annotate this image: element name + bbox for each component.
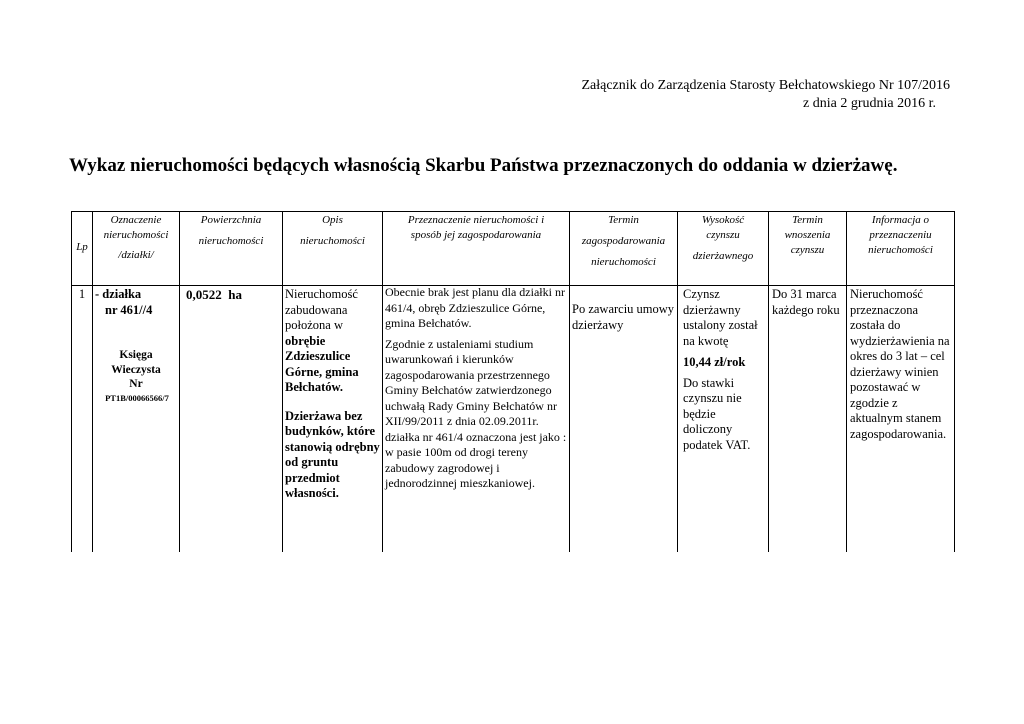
col-header-opis: Opis nieruchomości: [300, 214, 365, 247]
kw-number: PT1B/00066566/7: [105, 392, 169, 403]
row-termin-zagospodarowania: Po zawarciu umowy dzierżawy: [572, 302, 675, 332]
table-top-border: [71, 211, 955, 212]
column-divider: [954, 211, 955, 552]
row-powierzchnia: 0,0522 ha: [186, 287, 242, 302]
column-divider: [846, 211, 847, 552]
header-attachment-line: Załącznik do Zarządzenia Starosty Bełchatowskiego Nr 107/2016: [581, 78, 950, 93]
col-header-termin-wnoszenia: Termin wnoszenia czynszu: [784, 214, 831, 256]
column-divider: [71, 211, 72, 552]
row-informacja: Nieruchomość przeznaczona została do wydzierżawienia na okres do 3 lat – cel dzierżawy winien pozostawać w zgodzie z aktualnym stanem zagospodarowania.: [850, 287, 950, 441]
row-czynsz: Czynsz dzierżawny ustalony został na kwotę 10,44 zł/rok Do stawki czynszu nie będzie doliczony podatek VAT.: [683, 287, 758, 452]
col-header-lp: Lp: [76, 241, 88, 253]
col-header-przeznaczenie: Przeznaczenie nieruchomości i sposób jej zagospodarowania: [407, 214, 545, 241]
column-divider: [282, 211, 283, 552]
column-divider: [768, 211, 769, 552]
col-header-powierzchnia: Powierzchnia nieruchomości: [198, 214, 264, 247]
column-divider: [382, 211, 383, 552]
row-opis: Nieruchomość zabudowana położona w obrębie Zdzieszulice Górne, gmina Bełchatów. Dzierżawa bez budynków, które stanowią odrębny od gruntu przedmiot własności.: [285, 287, 380, 500]
row-lp: 1: [78, 287, 86, 301]
column-divider: [179, 211, 180, 552]
row-termin-wnoszenia: Do 31 marca każdego roku: [772, 287, 840, 317]
col-header-termin-zagospodarowania: Termin zagospodarowania nieruchomości: [581, 214, 666, 268]
row-przeznaczenie: Obecnie brak jest planu dla działki nr 461/4, obręb Zdzieszulice Górne, gmina Bełchatów. Zgodnie z ustaleniami studium uwarunkowań i kierunków zagospodarowania przestrzennego Gminy Bełchatów zatwierdzonego uchwałą Rady Gminy Bełchatów nr XII/99/2011 z dnia 02.09.2011r. działka nr 461/4 oznaczona jest jako : w pasie 100m od drogi tereny zabudowy zagrodowej i jednorodzinnej mieszkaniowej.: [385, 285, 567, 490]
page-title: Wykaz nieruchomości będących własnością Skarbu Państwa przeznaczonych do oddania w dzierżawę.: [69, 155, 898, 176]
header-date-line: z dnia 2 grudnia 2016 r.: [803, 96, 936, 111]
col-header-wysokosc-czynszu: Wysokość czynszu dzierżawnego: [692, 214, 754, 262]
row-oznaczenie: - działka nr 461//4 Księga Wieczysta Nr PT1B/00066566/7: [95, 287, 179, 404]
col-header-oznaczenie: Oznaczenie nieruchomości /działki/: [103, 214, 169, 261]
col-header-informacja: Informacja o przeznaczeniu nieruchomości: [868, 214, 933, 256]
